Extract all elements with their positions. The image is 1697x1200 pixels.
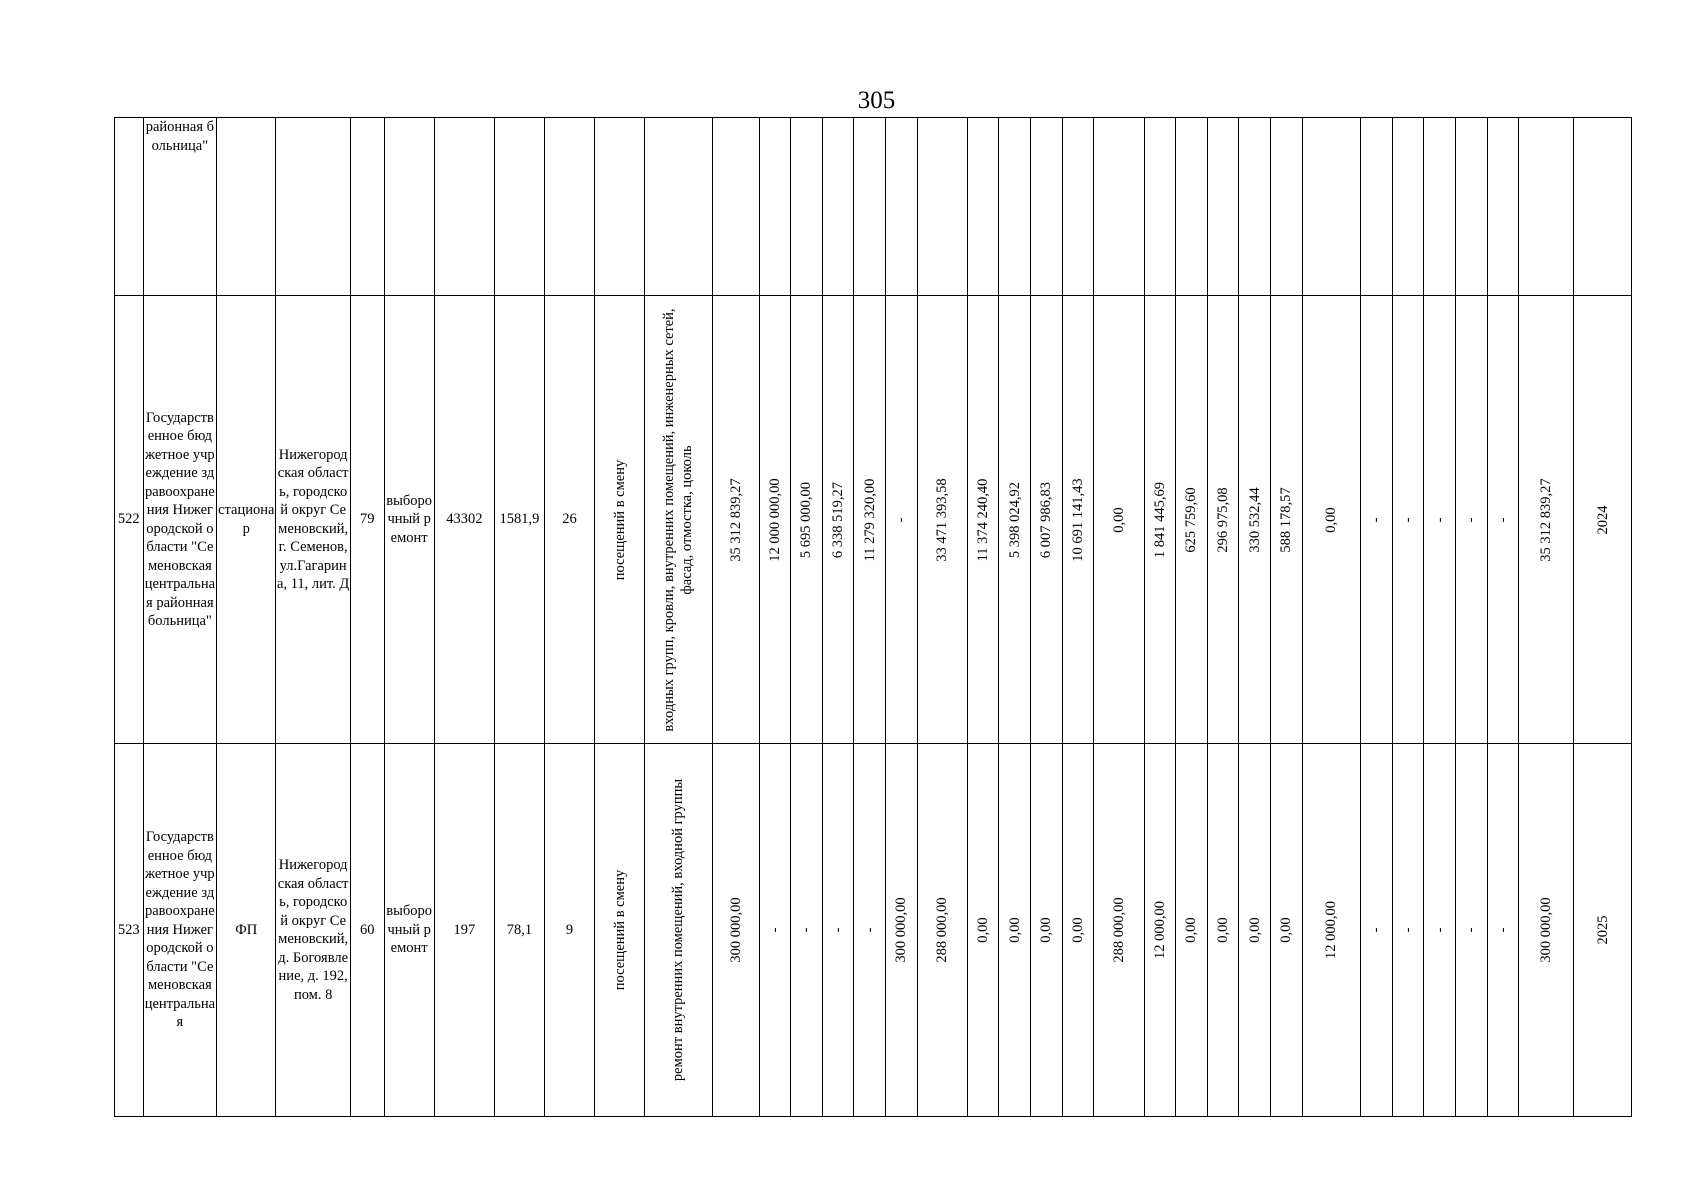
value-cell: 0,00 <box>1062 744 1094 1117</box>
value-cell: 5 695 000,00 <box>791 296 823 744</box>
register-table <box>114 117 1632 1117</box>
value-cell: 0,00 <box>999 744 1031 1117</box>
work-description <box>645 118 712 296</box>
value-cell <box>1455 118 1487 296</box>
value-cell: - <box>1455 744 1487 1117</box>
total-cell: 35 312 839,27 <box>1519 296 1574 744</box>
area-2 <box>494 118 544 296</box>
value-cell: 12 000 000,00 <box>759 296 791 744</box>
table-row <box>115 744 1632 1117</box>
area-1: 197 <box>434 744 494 1117</box>
value-cell: 588 178,57 <box>1271 296 1303 744</box>
value-cell: 288 000,00 <box>1094 744 1144 1117</box>
value-cell: 296 975,08 <box>1207 296 1239 744</box>
value-cell: 6 338 519,27 <box>822 296 854 744</box>
value-cell: 0,00 <box>1031 744 1063 1117</box>
row-number: 522 <box>115 296 144 744</box>
value-cell: 5 398 024,92 <box>999 296 1031 744</box>
value-cell <box>1094 118 1144 296</box>
area-1 <box>434 118 494 296</box>
value-cell: - <box>1361 296 1393 744</box>
total-cell: 300 000,00 <box>1519 744 1574 1117</box>
value-cell: 12 000,00 <box>1144 744 1176 1117</box>
value-cell: - <box>791 744 823 1117</box>
value-cell <box>759 118 791 296</box>
value-cell: - <box>1487 296 1519 744</box>
value-cell: 11 279 320,00 <box>854 296 886 744</box>
capacity-unit <box>595 118 645 296</box>
value-cell <box>967 118 999 296</box>
value-cell: 0,00 <box>1094 296 1144 744</box>
address <box>276 118 351 296</box>
value-cell: - <box>759 744 791 1117</box>
value-cell: - <box>1487 744 1519 1117</box>
value-cell <box>1424 118 1456 296</box>
value-cell: - <box>1361 744 1393 1117</box>
value-cell <box>1031 118 1063 296</box>
work-type: выборочный ремонт <box>384 744 434 1117</box>
value-cell <box>822 118 854 296</box>
address: Нижегородская область, городской округ Семеновский, г. Семенов, ул.Гагарина, 11, лит. Д <box>276 296 351 744</box>
row-number: 523 <box>115 744 144 1117</box>
deadline-cell: 2025 <box>1574 744 1632 1117</box>
value-cell: 300 000,00 <box>886 744 918 1117</box>
value-cell: - <box>822 744 854 1117</box>
value-cell: 300 000,00 <box>712 744 759 1117</box>
table-row <box>115 118 1632 296</box>
value-cell: - <box>854 744 886 1117</box>
value-cell: 0,00 <box>1271 744 1303 1117</box>
area-1: 43302 <box>434 296 494 744</box>
work-description: входных групп, кровли, внутренних помещений, инженерных сетей, фасад, отмостка, цоколь <box>645 296 712 744</box>
value-cell: - <box>1424 744 1456 1117</box>
row-number <box>115 118 144 296</box>
total-cell <box>1519 118 1574 296</box>
capacity: 26 <box>545 296 595 744</box>
value-cell <box>712 118 759 296</box>
address: Нижегородская область, городской округ Семеновский, д. Богоявление, д. 192, пом. 8 <box>276 744 351 1117</box>
value-cell <box>999 118 1031 296</box>
value-cell: 0,00 <box>1239 744 1271 1117</box>
work-type <box>384 118 434 296</box>
value-cell: 330 532,44 <box>1239 296 1271 744</box>
value-cell <box>1144 118 1176 296</box>
year-built: 79 <box>350 296 384 744</box>
deadline-cell <box>1574 118 1632 296</box>
value-cell <box>791 118 823 296</box>
value-cell: - <box>886 296 918 744</box>
value-cell: - <box>1392 744 1424 1117</box>
value-cell: 288 000,00 <box>917 744 967 1117</box>
value-cell: 10 691 141,43 <box>1062 296 1094 744</box>
work-description: ремонт внутренних помещений, входной группы <box>645 744 712 1117</box>
organization-name: Государственное бюджетное учреждение здравоохранения Нижегородской области "Семеновская центральная <box>143 744 217 1117</box>
value-cell: 0,00 <box>1176 744 1208 1117</box>
work-type: выборочный ремонт <box>384 296 434 744</box>
facility-type: стационар <box>217 296 276 744</box>
value-cell <box>1271 118 1303 296</box>
value-cell: 0,00 <box>1207 744 1239 1117</box>
value-cell: 6 007 986,83 <box>1031 296 1063 744</box>
value-cell: - <box>1424 296 1456 744</box>
facility-type <box>217 118 276 296</box>
table-row <box>115 296 1632 744</box>
value-cell: 625 759,60 <box>1176 296 1208 744</box>
area-2: 78,1 <box>494 744 544 1117</box>
value-cell <box>1062 118 1094 296</box>
value-cell <box>1176 118 1208 296</box>
value-cell: 1 841 445,69 <box>1144 296 1176 744</box>
value-cell <box>1207 118 1239 296</box>
value-cell <box>917 118 967 296</box>
capacity-unit: посещений в смену <box>595 744 645 1117</box>
value-cell: 12 000,00 <box>1302 744 1360 1117</box>
value-cell <box>1361 118 1393 296</box>
value-cell: - <box>1392 296 1424 744</box>
area-2: 1581,9 <box>494 296 544 744</box>
page-number: 305 <box>857 87 896 114</box>
value-cell: 33 471 393,58 <box>917 296 967 744</box>
value-cell <box>1487 118 1519 296</box>
organization-name: Государственное бюджетное учреждение здравоохранения Нижегородской области "Семеновская центральная районная больница" <box>143 296 217 744</box>
capacity: 9 <box>545 744 595 1117</box>
value-cell: 0,00 <box>1302 296 1360 744</box>
capacity-unit: посещений в смену <box>595 296 645 744</box>
value-cell <box>1239 118 1271 296</box>
value-cell <box>1392 118 1424 296</box>
year-built: 60 <box>350 744 384 1117</box>
facility-type: ФП <box>217 744 276 1117</box>
value-cell <box>886 118 918 296</box>
value-cell: 11 374 240,40 <box>967 296 999 744</box>
value-cell <box>1302 118 1360 296</box>
organization-name: районная больница" <box>143 118 217 296</box>
capacity <box>545 118 595 296</box>
value-cell: 0,00 <box>967 744 999 1117</box>
value-cell: - <box>1455 296 1487 744</box>
year-built <box>350 118 384 296</box>
value-cell: 35 312 839,27 <box>712 296 759 744</box>
value-cell <box>854 118 886 296</box>
deadline-cell: 2024 <box>1574 296 1632 744</box>
